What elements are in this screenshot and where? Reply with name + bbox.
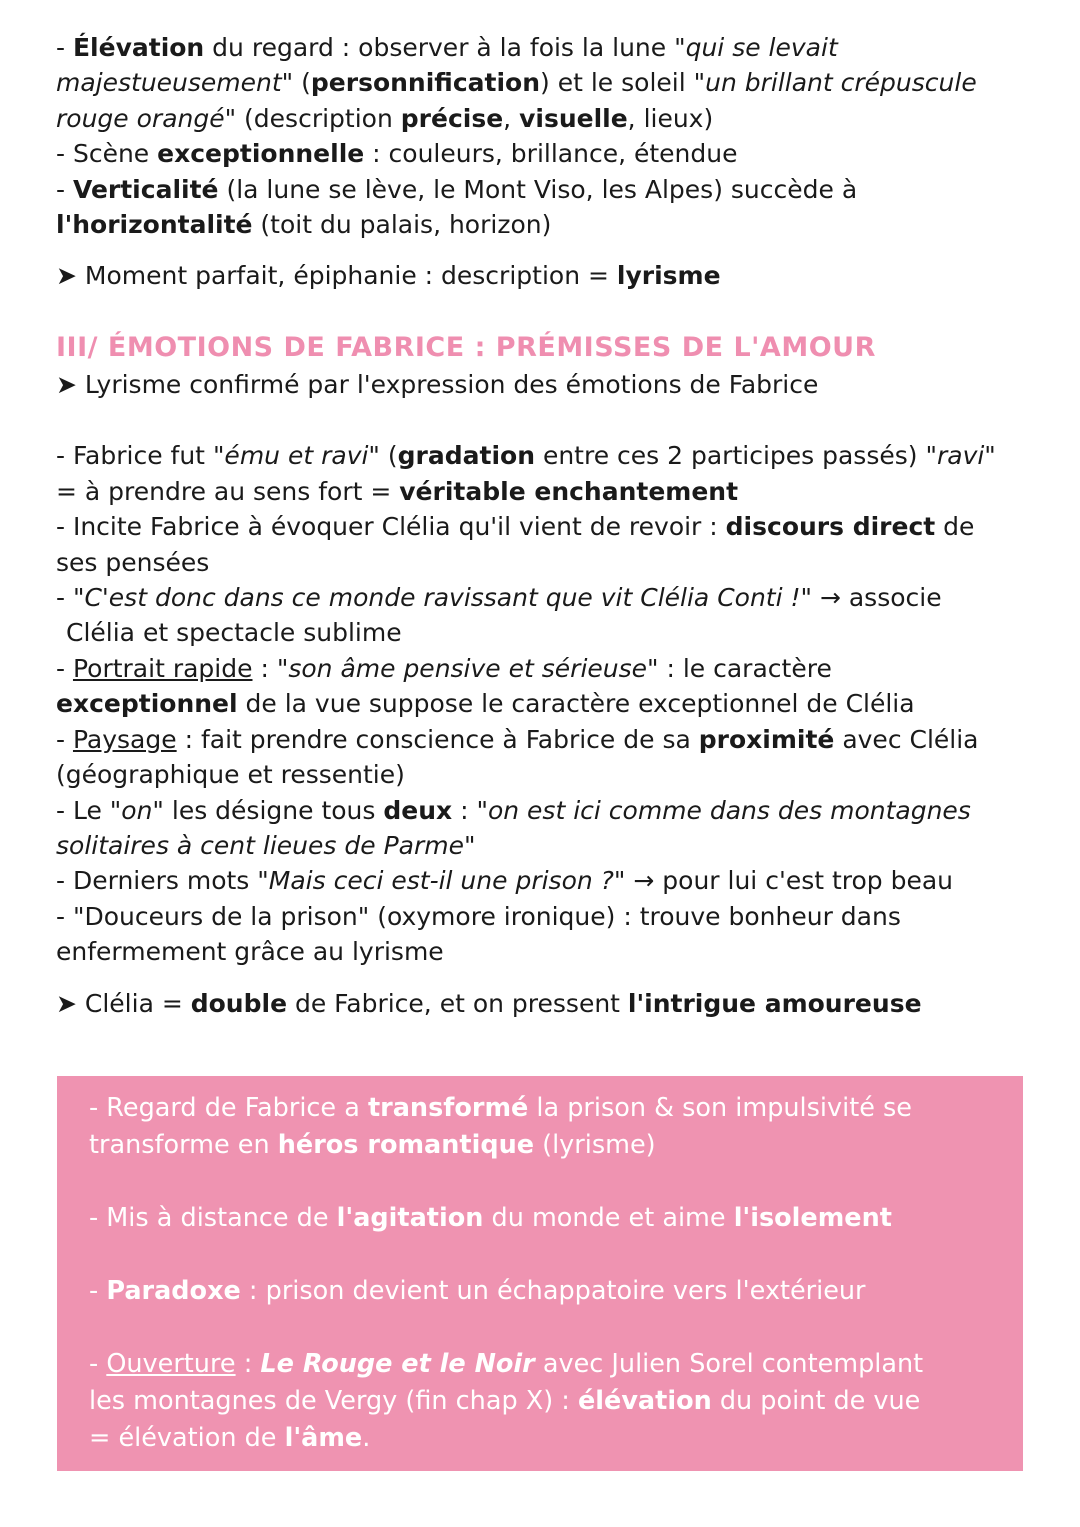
text-line: - Le "on" les désigne tous deux : "on est ici comme dans des montagnes [56,795,971,825]
text-line: - "Douceurs de la prison" (oxymore ironique) : trouve bonheur dans [56,901,901,931]
text-line: - Élévation du regard : observer à la fois la lune "qui se levait [56,33,838,62]
text-line: rouge orangé" (description précise, visuelle, lieux) [56,103,714,133]
section3-intro: ➤ Lyrisme confirmé par l'expression des émotions de Fabrice [56,370,819,400]
summary-line: transforme en héros romantique (lyrisme) [89,1130,656,1160]
section2-conclusion: ➤ Moment parfait, épiphanie : description = lyrisme [56,261,721,291]
text-line: = à prendre au sens fort = véritable enchantement [56,476,739,506]
text-line: - Derniers mots "Mais ceci est-il une prison ?" → pour lui c'est trop beau [56,866,954,896]
text-line: exceptionnel de la vue suppose le caractère exceptionnel de Clélia [56,689,915,719]
section3-conclusion: ➤ Clélia = double de Fabrice, et on pressent l'intrigue amoureuse [56,988,922,1018]
text-line: - Verticalité (la lune se lève, le Mont Viso, les Alpes) succède à [56,174,858,204]
text-line: - Incite Fabrice à évoquer Clélia qu'il vient de revoir : discours direct de [56,512,975,542]
section3-heading: III/ ÉMOTIONS DE FABRICE : PRÉMISSES DE L'AMOUR [56,332,876,364]
text-line: majestueusement" (personnification) et le soleil "un brillant crépuscule [56,68,977,98]
summary-line: - Mis à distance de l'agitation du monde et aime l'isolement [89,1203,892,1233]
text-line: (géographique et ressentie) [56,760,405,790]
summary-line: - Ouverture : Le Rouge et le Noir avec Julien Sorel contemplant [89,1349,924,1379]
summary-line: - Regard de Fabrice a transformé la prison & son impulsivité se [89,1093,912,1123]
text-line: - Paysage : fait prendre conscience à Fabrice de sa proximité avec Clélia [56,724,979,754]
text-line: l'horizontalité (toit du palais, horizon) [56,210,552,240]
summary-line: les montagnes de Vergy (fin chap X) : élévation du point de vue [89,1386,921,1416]
text-line: Clélia et spectacle sublime [66,618,402,648]
summary-line: - Paradoxe : prison devient un échappatoire vers l'extérieur [89,1276,866,1306]
summary-line: = élévation de l'âme. [89,1423,371,1453]
summary-box [57,1076,1023,1471]
text-line: - Fabrice fut "ému et ravi" (gradation entre ces 2 participes passés) "ravi" [56,441,996,471]
text-line: ses pensées [56,547,210,577]
text-line: - Scène exceptionnelle : couleurs, brillance, étendue [56,139,738,169]
text-line: enfermement grâce au lyrisme [56,937,444,967]
text-line: solitaires à cent lieues de Parme" [56,830,476,860]
text-line: - "C'est donc dans ce monde ravissant que vit Clélia Conti !" → associe [56,583,942,613]
text-line: - Portrait rapide : "son âme pensive et sérieuse" : le caractère [56,653,832,683]
